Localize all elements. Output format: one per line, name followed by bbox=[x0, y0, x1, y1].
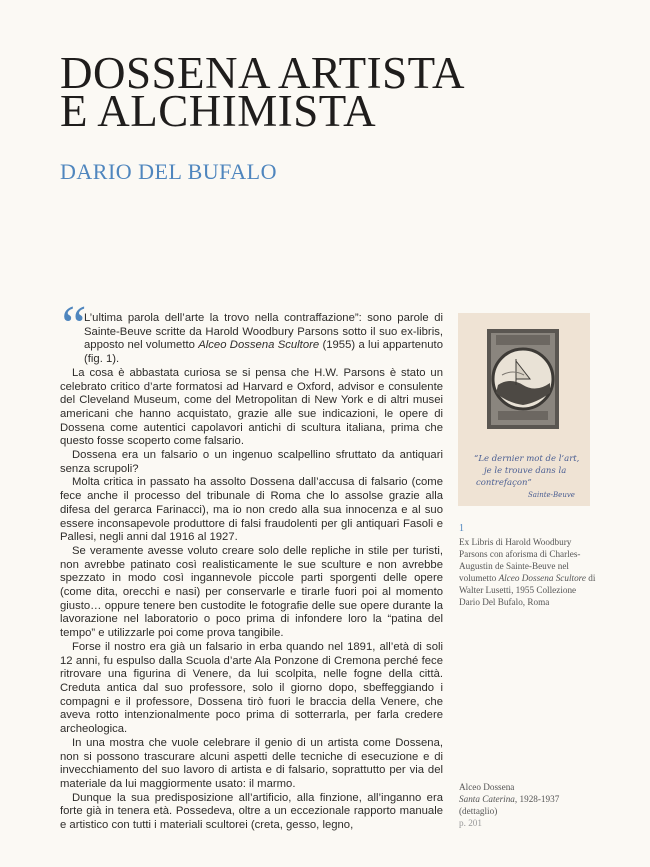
caption-text: Ex Libris di Harold Woodbury Parsons con aforisma di Charles-Augustin de Sainte-Beuve nel volumetto bbox=[459, 537, 581, 583]
ex-libris-figure bbox=[458, 313, 590, 506]
book-title: Alceo Dossena Scultore bbox=[198, 339, 320, 352]
side-caption-detail: (dettaglio) bbox=[459, 806, 498, 816]
author-name: DARIO DEL BUFALO bbox=[60, 159, 277, 184]
handwritten-line-2: je le trouve dans la bbox=[484, 466, 567, 476]
side-caption-page: p. 201 bbox=[459, 818, 482, 828]
ex-libris-image bbox=[458, 313, 590, 506]
title-line-1: DOSSENA ARTISTA bbox=[60, 48, 466, 98]
handwritten-line-3: contrefaçon” bbox=[476, 478, 532, 488]
caption-book-title: Alceo Dossena Scultore bbox=[498, 573, 586, 583]
paragraph-8: Dunque la sua predisposizione all’artificio, alla finzione, all’inganno era forte già in tenera età. Possedeva, oltre a un eccezionale rapporto manuale e artistico con tutti i materiali scultorei (creta, gesso, legno, bbox=[60, 791, 443, 832]
paragraph-4: Molta critica in passato ha assolto Dossena dall’accusa di falsario (come fece anche il processo del tribunale di Roma che lo assolse grazie alla difesa del gerarca Farinacci), ma io non credo alla sua innocenza e al suo essere inconsapevole produttore di falsi fraudolenti per gli antiquari Fasoli e Pallesi, negli anni dal 1916 al 1927. bbox=[60, 476, 443, 544]
title-line-2: E ALCHIMISTA bbox=[60, 86, 377, 136]
side-caption-artist: Alceo Dossena bbox=[459, 782, 515, 792]
handwritten-signature: Sainte-Beuve bbox=[528, 491, 575, 499]
bookplate-engraving bbox=[487, 329, 559, 429]
paragraph-1 bbox=[84, 312, 443, 367]
paragraph-1-text: L’ultima parola dell’arte la trovo nella contraffazione”: sono parole di Sainte-Beuve scritte da Harold Woodbury Parsons sotto il suo ex-libris, apposto nel volumetto bbox=[84, 312, 443, 352]
opening-quote-mark: “ bbox=[56, 295, 88, 357]
figure-caption bbox=[459, 536, 599, 608]
side-caption-work-title: Santa Caterina bbox=[459, 794, 515, 804]
paragraph-7: In una mostra che vuole celebrare il genio di un artista come Dossena, non si possono trascurare alcuni aspetti delle tecniche di esecuzione e di invecchiamento del suo lavoro di artista e di falsario, soprattutto per via del materiale da lui maggiormente usato: il marmo. bbox=[60, 736, 443, 790]
paragraph-6: Forse il nostro era già un falsario in erba quando nel 1891, all’età di soli 12 anni, fu espulso dalla Scuola d’arte Ala Ponzone di Cremona perché fece ritrovare una figurina di Venere, da lui scolpita, nelle fogne della città. Creduta antica dal suo professore, solo il giorno dopo, sbeffeggiando i compagni e il professore, Dossena tirò fuori le braccia della Venere, che aveva rotto intenzionalmente poco prima di sotterrarla, per farla credere archeologica. bbox=[60, 640, 443, 736]
figure-number: 1 bbox=[459, 523, 464, 534]
paragraph-2: La cosa è abbastata curiosa se si pensa che H.W. Parsons è stato un celebrato critico d’arte formatosi ad Harvard e Oxford, advisor e consulente del Cleveland Museum, come del Metropolitan di New York e di altri musei americani che hanno acquistato, grazie alle sue indicazioni, le opere di Dossena come autentici capolavori antichi di scultura italiana, prima che questo fosse scoperto come falsario. bbox=[60, 366, 443, 448]
paragraph-5: Se veramente avesse voluto creare solo delle repliche in stile per turisti, non avrebbe patinato così realisticamente le sue sculture e non avrebbe spezzato in modo così ingannevole piccole parti sporgenti delle opere (come dita, orecchi e nasi) per conservarle e tirarle fuori poi al momento giusto… oppure tenere ben custodite le fotografie delle sue opere durante la lavorazione nel laboratorio o poco prima di infondere loro la “patina del tempo” e utilizzarle poi come prova tangibile. bbox=[60, 544, 443, 640]
article-title bbox=[60, 48, 600, 136]
caption-text-end: di Walter Lusetti, 1955 Collezione Dario Del Bufalo, Roma bbox=[459, 573, 596, 607]
article-body bbox=[60, 312, 443, 833]
side-caption bbox=[459, 781, 599, 829]
side-caption-dates: , 1928-1937 bbox=[514, 794, 560, 804]
paragraph-3: Dossena era un falsario o un ingenuo scalpellino sfruttato da antiquari senza scrupoli? bbox=[60, 449, 443, 475]
handwritten-line-1: “Le dernier mot de l’art, bbox=[474, 454, 580, 464]
paragraph-1-end: (1955) a lui appartenuto (fig. 1). bbox=[84, 339, 443, 366]
side-caption-work bbox=[459, 793, 599, 805]
